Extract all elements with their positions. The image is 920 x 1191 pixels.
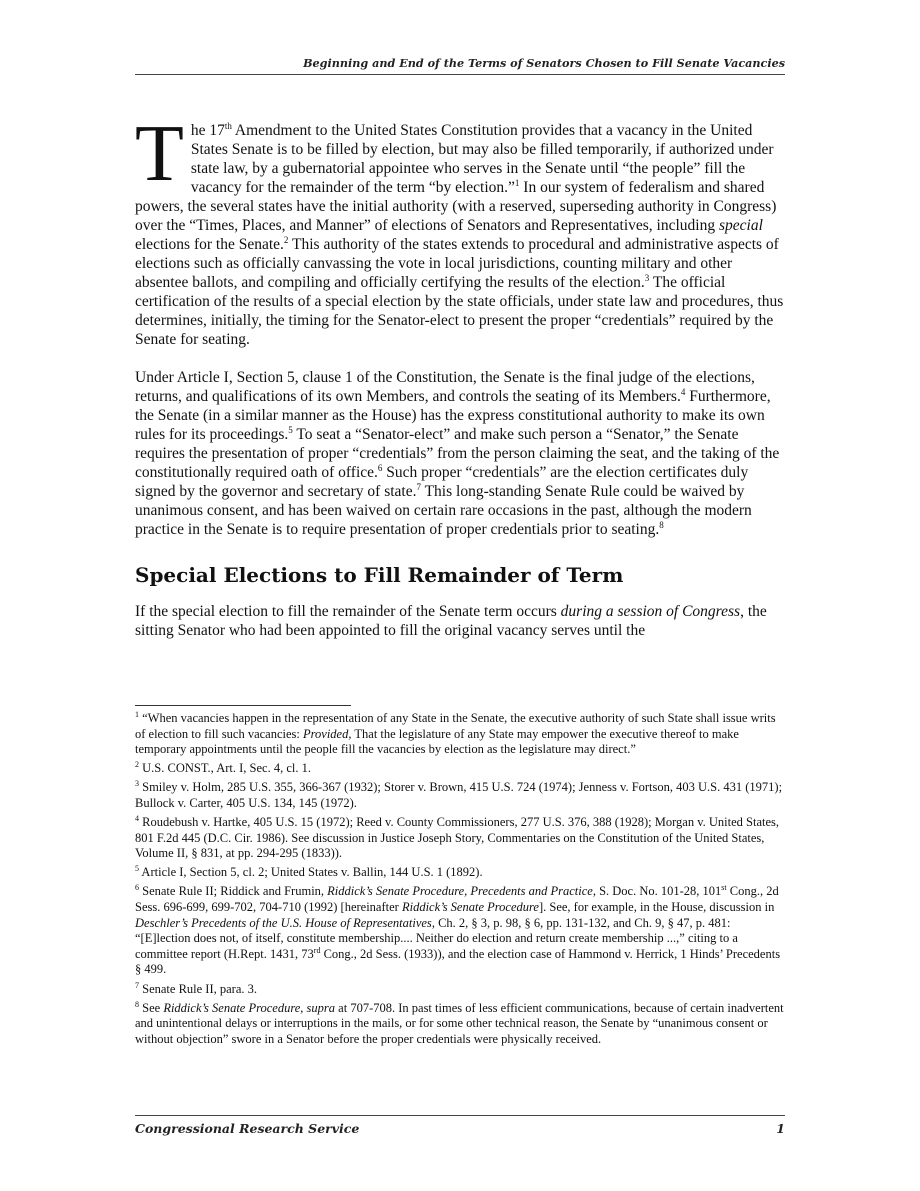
- footnote-8: $^8$ See Riddick’s Senate Procedure, supra at 707-708. In past times of less efficient communications, because of certain inadvertent and unintentional delays or interruptions in the mails, or for some other technical reason, the Senate by “unanimous consent or without objection” swore in a Senator before the proper credentials were physically received.: [135, 999, 784, 1046]
- footnote-separator: [135, 705, 351, 706]
- body-text: [135, 110, 785, 659]
- footnote-2: $^2$ U.S. CONST., Art. I, Sec. 4, cl. 1.: [135, 760, 311, 776]
- page-number: 1: [776, 1121, 785, 1136]
- footnote-4: $^4$ Roudebush v. Hartke, 405 U.S. 15 (1972); Reed v. County Commissioners, 277 U.S. 376, 388 (1928); Morgan v. United States, 801 F.2d 445 (D.C. Cir. 1986). See discussion in Justice Joseph Story, Commentaries on the Constitution of the United States, Volume II, § 831, at pp. 294-295 (1833)).: [135, 813, 780, 861]
- paragraph-2: Under Article I, Section 5, clause 1 of the Constitution, the Senate is the final judge of the elections, returns, and qualifications of its own Members, and controls the seating of its Members.$^4$ Furthermore, the Senate (in a similar manner as the House) has the express constitutional authority to make its own rules for its proceedings.$^5$ To seat a “Senator-elect” and make such person a “Senator,” the Senate requires the presentation of proper “credentials” from the person claiming the seat, and the taking of the constitutionally required oath of office.$^6$ Such proper “credentials” are the election certificates duly signed by the governor and secretary of state.$^7$ This long-standing Senate Rule could be waived by unanimous consent, and has been waived on certain rare occasions in the past, although the modern practice in the Senate is to require presentation of proper credentials prior to seating.$^8$: [135, 369, 780, 538]
- footer-organization: Congressional Research Service: [135, 1121, 360, 1136]
- footnote-ref-4[interactable]: 4: [680, 386, 686, 397]
- drop-cap: T: [135, 110, 184, 198]
- running-header: Beginning and End of the Terms of Senators Chosen to Fill Senate Vacancies: [303, 56, 785, 70]
- footnote-6: $^6$ Senate Rule II; Riddick and Frumin, Riddick’s Senate Procedure, Precedents and Practice, S. Doc. No. 101-28, 101st Cong., 2d Sess. 696-699, 699-702, 704-710 (1992) [hereinafter Riddick’s Senate Procedure]. See, for example, in the House, discussion in Deschler’s Precedents of the U.S. House of Representatives, Ch. 2, § 3, p. 98, § 6, pp. 131-132, and Ch. 9, § 47, p. 481: “[E]lection does not, of itself, constitute membership.... Neither do election and return create membership ...,” citing to a committee report (H.Rept. 1431, 73rd Cong., 2d Sess. (1933)), and the election case of Hammond v. Herrick, 1 Hinds’ Precedents § 499.: [135, 883, 781, 977]
- footer-rule: [135, 1115, 785, 1116]
- paragraph-1: The 17th Amendment to the United States Constitution provides that a vacancy in the United States Senate is to be filled by election, but may also be filled temporarily, if authorized under state law, by a gubernatorial appointee who serves in the Senate until “the people” fill the vacancy for the remainder of the term “by election.”$^1$ In our system of federalism and shared powers, the several states have the initial authority (with a reserved, superseding authority in Congress) over the “Times, Places, and Manner” of elections of Senators and Representatives, including special elections for the Senate.$^2$ This authority of the states extends to procedural and administrative aspects of elections such as officially canvassing the vote in local jurisdictions, counting military and other absentee ballots, and compiling and officially certifying the results of the election.$^3$ The official certification of the results of a special election by the state officials, under state law and procedures, thus determines, initially, the timing for the Senator-elect to present the proper “credentials” required by the Senate for seating.: [135, 110, 784, 348]
- footnote-ref-5[interactable]: 5: [288, 424, 293, 435]
- footnote-ref-3[interactable]: 3: [644, 272, 650, 283]
- footnote-ref-7[interactable]: 7: [416, 481, 421, 492]
- footnote-5: $^5$ Article I, Section 5, cl. 2; United States v. Ballin, 144 U.S. 1 (1892).: [135, 864, 483, 880]
- section-heading: Special Elections to Fill Remainder of Term: [135, 563, 624, 587]
- footnote-ref-2[interactable]: 2: [283, 234, 289, 245]
- footnote-ref-8[interactable]: 8: [659, 519, 664, 530]
- footnote-ref-1[interactable]: 1: [514, 177, 520, 188]
- footnote-ref-6[interactable]: 6: [377, 462, 383, 473]
- paragraph-3: If the special election to fill the remainder of the Senate term occurs during a session of Congress, the sitting Senator who had been appointed to fill the original vacancy serves until the: [135, 603, 767, 639]
- footnote-3: $^3$ Smiley v. Holm, 285 U.S. 355, 366-367 (1932); Storer v. Brown, 415 U.S. 724 (1974); Jenness v. Fortson, 403 U.S. 431 (1971); Bullock v. Carter, 405 U.S. 134, 145 (1972).: [135, 779, 783, 810]
- footnote-7: $^7$ Senate Rule II, para. 3.: [135, 980, 258, 996]
- footnotes: [135, 711, 787, 1051]
- footnote-1: $^1$ “When vacancies happen in the representation of any State in the Senate, the executive authority of such State shall issue writs of election to fill such vacancies: Provided, That the legislature of any State may empower the executive thereof to make temporary appointments until the people fill the vacancies by election as the legislature may direct.”: [135, 709, 776, 757]
- header-rule: [135, 74, 785, 75]
